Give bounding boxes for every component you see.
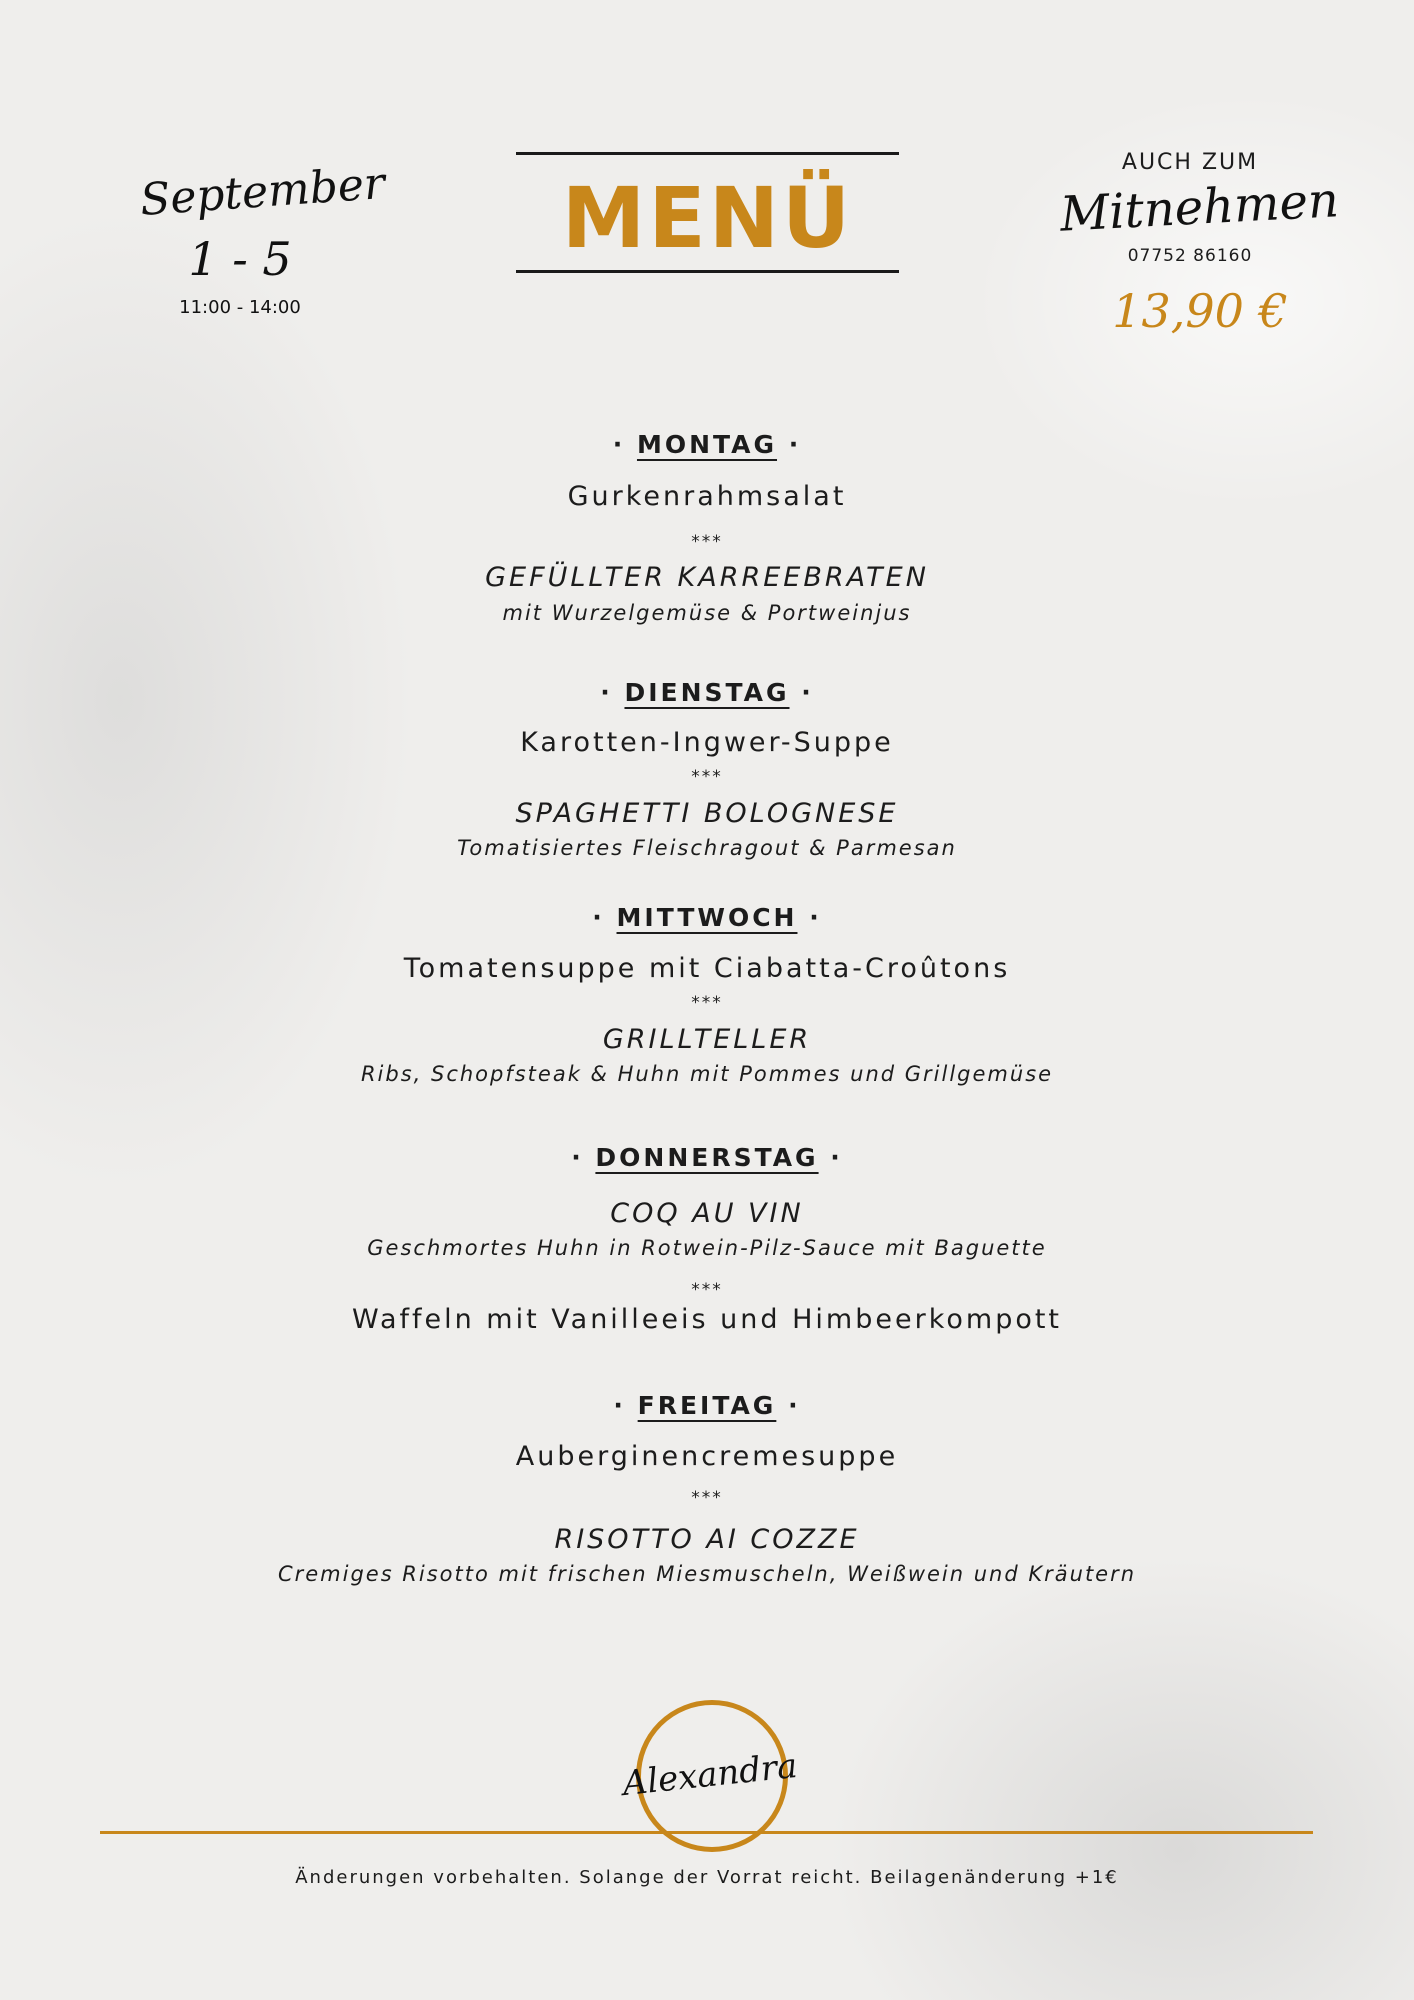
logo: Alexandra (620, 1745, 800, 1805)
footer-note: Änderungen vorbehalten. Solange der Vorrat reicht. Beilagenänderung +1€ (295, 1867, 1119, 1888)
opening-hours: 11:00 - 14:00 (179, 297, 301, 318)
takeaway-label: AUCH ZUM (1121, 150, 1259, 175)
friday-main: RISOTTO AI COZZE (554, 1524, 860, 1555)
takeaway-script: Mitnehmen (1058, 172, 1341, 243)
monday-starter: Gurkenrahmsalat (567, 481, 847, 512)
bullet: · (788, 430, 802, 459)
day-name: MITTWOCH (616, 903, 798, 932)
bullet: · (830, 1143, 843, 1172)
title-top-rule (516, 152, 899, 155)
bullet: · (592, 903, 605, 932)
day-name: MONTAG (636, 430, 778, 459)
phone-number: 07752 86160 (1127, 246, 1253, 266)
wednesday-main: GRILLTELLER (602, 1024, 812, 1055)
bullet: · (801, 678, 814, 707)
friday-starter: Auberginencremesuppe (515, 1441, 899, 1472)
day-name: FREITAG (637, 1391, 777, 1420)
bullet: · (809, 903, 822, 932)
thursday-separator: *** (691, 1280, 723, 1300)
date-month: September (138, 157, 387, 226)
bullet: · (612, 430, 626, 459)
day-heading-tuesday (0, 678, 1414, 707)
page-title: MENÜ (561, 169, 854, 267)
wednesday-separator: *** (691, 993, 723, 1013)
tuesday-separator: *** (691, 767, 723, 787)
thursday-dessert: Waffeln mit Vanilleeis und Himbeerkompott (351, 1304, 1063, 1335)
tuesday-main: SPAGHETTI BOLOGNESE (515, 798, 899, 829)
wednesday-desc: Ribs, Schopfsteak & Huhn mit Pommes und Grillgemüse (360, 1062, 1054, 1086)
tuesday-desc: Tomatisiertes Fleischragout & Parmesan (457, 836, 957, 860)
friday-desc: Cremiges Risotto mit frischen Miesmuscheln, Weißwein und Kräutern (277, 1562, 1137, 1586)
day-heading-friday (0, 1391, 1414, 1420)
thursday-main: COQ AU VIN (610, 1198, 804, 1229)
thursday-desc: Geschmortes Huhn in Rotwein-Pilz-Sauce mit Baguette (367, 1236, 1047, 1260)
bullet: · (600, 678, 613, 707)
bullet: · (613, 1391, 626, 1420)
monday-separator: *** (691, 532, 723, 552)
price: 13,90 € (1112, 284, 1288, 338)
day-name: DIENSTAG (624, 678, 790, 707)
tuesday-starter: Karotten-Ingwer-Suppe (520, 727, 894, 758)
monday-main: GEFÜLLTER KARREEBRATEN (485, 562, 929, 593)
day-heading-wednesday (0, 903, 1414, 932)
day-heading-thursday (0, 1143, 1414, 1172)
bullet: · (788, 1391, 801, 1420)
friday-separator: *** (691, 1488, 723, 1508)
day-heading-monday (0, 430, 1414, 459)
day-name: DONNERSTAG (595, 1143, 819, 1172)
date-range: 1 - 5 (188, 232, 292, 286)
bullet: · (571, 1143, 584, 1172)
title-bottom-rule (516, 270, 899, 273)
monday-desc: mit Wurzelgemüse & Portweinjus (502, 601, 912, 625)
wednesday-starter: Tomatensuppe mit Ciabatta-Croûtons (403, 953, 1011, 984)
